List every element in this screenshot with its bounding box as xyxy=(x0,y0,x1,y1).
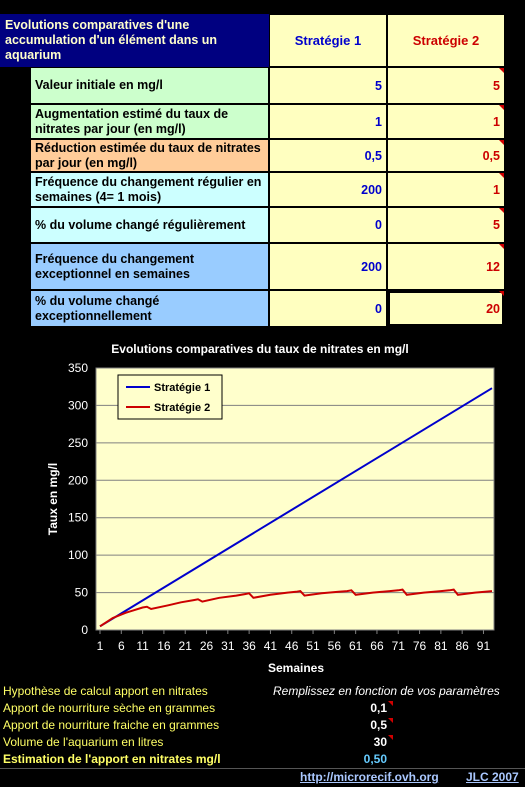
x-tick-label: 31 xyxy=(221,639,235,653)
row-label-text: % du volume changé exceptionnellement xyxy=(35,293,160,323)
y-tick-label: 200 xyxy=(67,473,88,488)
x-tick-label: 56 xyxy=(327,639,342,653)
seche-comment-marker xyxy=(388,701,393,706)
row-5-strategie-2-value[interactable] xyxy=(387,207,505,243)
row-4-strategie-1-value[interactable]: 200 xyxy=(269,172,387,207)
x-axis-label: Semaines xyxy=(267,661,325,675)
fraiche-comment-marker xyxy=(388,718,393,723)
row-label-text: Augmentation estimé du taux de nitrates par jour (en mg/l) xyxy=(35,106,229,136)
header-strategie-1-label: Stratégie 1 xyxy=(294,33,362,48)
table-title xyxy=(0,14,269,67)
legend-label-strategie-1: Stratégie 1 xyxy=(154,382,211,394)
hypothese-label: Hypothèse de calcul apport en nitrates xyxy=(3,684,208,698)
row-2-strategie-2-value[interactable] xyxy=(387,104,505,139)
x-tick-label: 11 xyxy=(136,639,149,653)
x-tick-label: 41 xyxy=(263,639,278,653)
x-tick-label: 66 xyxy=(370,639,384,653)
header-strategie-2 xyxy=(387,14,505,67)
row-label-1 xyxy=(30,67,269,104)
seche-label: Apport de nourriture sèche en grammes xyxy=(3,701,216,715)
x-tick-label: 71 xyxy=(391,639,405,653)
row-label-5 xyxy=(30,207,269,243)
row-2-strategie-2-text: 1 xyxy=(493,114,500,129)
row-label-7 xyxy=(30,290,269,327)
nitrate-chart xyxy=(0,330,525,680)
row-7-strategie-2-text: 20 xyxy=(486,301,500,316)
y-tick-label: 350 xyxy=(67,361,88,375)
x-tick-label: 76 xyxy=(412,639,427,653)
x-tick-label: 26 xyxy=(199,639,214,653)
estimation-value: 0,50 xyxy=(363,752,387,766)
row-1-strategie-2-value[interactable] xyxy=(387,67,505,104)
row-label-text: % du volume changé régulièrement xyxy=(35,217,246,232)
row-label-text: Réduction estimée du taux de nitrates par jour (en mg/l) xyxy=(35,140,261,170)
comment-marker xyxy=(499,140,504,145)
y-axis-label: Taux en mg/l xyxy=(46,462,60,536)
row-4-strategie-2-value[interactable] xyxy=(387,172,505,207)
row-label-6 xyxy=(30,243,269,290)
footer xyxy=(0,768,525,787)
volume-row xyxy=(3,734,393,751)
fraiche-row xyxy=(3,717,393,734)
fraiche-value[interactable]: 0,5 xyxy=(370,718,387,732)
estimation-label: Estimation de l'apport en nitrates mg/l xyxy=(3,752,221,766)
row-1-strategie-2-text: 5 xyxy=(493,78,500,93)
x-tick-label: 46 xyxy=(285,639,299,653)
footer-credit: JLC 2007 xyxy=(466,770,519,784)
comment-marker xyxy=(499,68,504,73)
row-3-strategie-2-value[interactable] xyxy=(387,139,505,172)
row-7-strategie-1-value[interactable]: 0 xyxy=(269,290,387,327)
row-7-strategie-2-value[interactable] xyxy=(387,290,505,327)
row-label-text: Fréquence du changement régulier en semaines (4= 1 mois) xyxy=(35,174,262,204)
hypothese-row xyxy=(3,683,523,700)
x-tick-label: 6 xyxy=(117,639,125,653)
row-label-4 xyxy=(30,172,269,207)
seche-value[interactable]: 0,1 xyxy=(370,701,387,715)
x-tick-label: 86 xyxy=(455,639,469,653)
row-label-2 xyxy=(30,104,269,139)
comment-marker xyxy=(499,244,504,249)
row-6-strategie-1-value[interactable]: 200 xyxy=(269,243,387,290)
y-tick-label: 250 xyxy=(67,435,88,450)
y-tick-label: 100 xyxy=(67,548,88,563)
estimation-row xyxy=(3,751,393,768)
x-tick-label: 81 xyxy=(434,639,448,653)
x-tick-label: 51 xyxy=(306,639,320,653)
header-strategie-1 xyxy=(269,14,387,67)
y-tick-label: 0 xyxy=(81,623,88,637)
comment-marker xyxy=(499,291,504,296)
y-tick-label: 50 xyxy=(74,585,88,600)
volume-label: Volume de l'aquarium en litres xyxy=(3,735,164,749)
x-tick-label: 16 xyxy=(157,639,171,653)
x-tick-label: 36 xyxy=(242,639,256,653)
row-5-strategie-1-value[interactable]: 0 xyxy=(269,207,387,243)
row-3-strategie-1-value[interactable]: 0,5 xyxy=(269,139,387,172)
row-2-strategie-1-value[interactable]: 1 xyxy=(269,104,387,139)
x-tick-label: 61 xyxy=(348,639,363,653)
volume-value[interactable]: 30 xyxy=(373,735,387,749)
chart-title: Evolutions comparatives du taux de nitrates en mg/l xyxy=(111,342,409,356)
row-label-text: Valeur initiale en mg/l xyxy=(35,78,163,92)
row-5-strategie-2-text: 5 xyxy=(493,218,500,232)
y-tick-label: 300 xyxy=(67,398,88,413)
y-tick-label: 150 xyxy=(67,510,88,525)
x-tick-label: 1 xyxy=(96,639,104,653)
footer-url-link[interactable]: http://microrecif.ovh.org xyxy=(300,770,439,784)
row-6-strategie-2-value[interactable] xyxy=(387,243,505,290)
x-tick-label: 21 xyxy=(178,639,192,653)
x-tick-label: 91 xyxy=(476,639,491,653)
row-label-text: Fréquence du changement exceptionnel en semaines xyxy=(35,251,195,281)
row-3-strategie-2-text: 0,5 xyxy=(482,148,500,163)
legend-label-strategie-2: Stratégie 2 xyxy=(154,402,211,414)
seche-row xyxy=(3,700,393,717)
comment-marker xyxy=(499,105,504,110)
row-4-strategie-2-text: 1 xyxy=(493,182,500,197)
legend xyxy=(118,375,222,419)
table-title-text: Evolutions comparatives d'une accumulation d'un élément dans un aquarium xyxy=(5,18,218,62)
comment-marker xyxy=(499,208,504,213)
row-label-3 xyxy=(30,139,269,172)
header-strategie-2-label: Stratégie 2 xyxy=(412,33,480,48)
volume-comment-marker xyxy=(388,735,393,740)
comment-marker xyxy=(499,173,504,178)
remplissez-note: Remplissez en fonction de vos paramètres xyxy=(273,684,500,698)
row-1-strategie-1-value[interactable]: 5 xyxy=(269,67,387,104)
fraiche-label: Apport de nourriture fraiche en grammes xyxy=(3,718,220,732)
row-6-strategie-2-text: 12 xyxy=(486,259,500,274)
